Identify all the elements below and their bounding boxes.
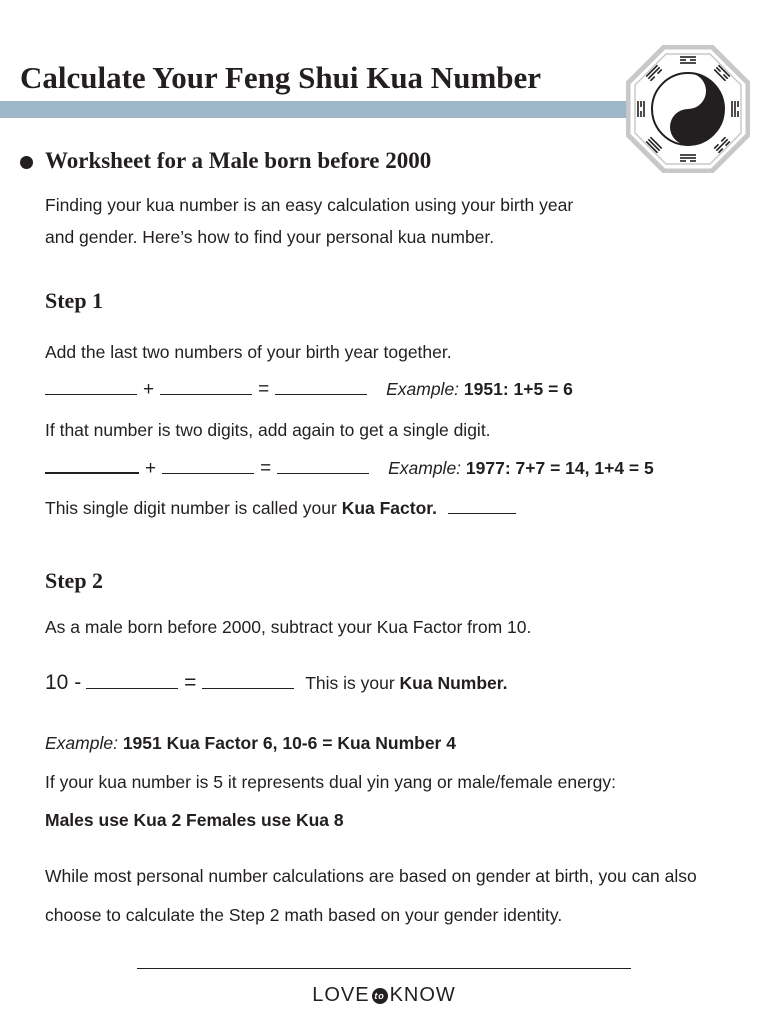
kua-number-label: Kua Number. [399,673,508,693]
kua-factor-row [45,495,516,520]
title-accent-bar [0,101,640,118]
blank-sum[interactable] [275,376,367,395]
worksheet-subtitle: Worksheet for a Male born before 2000 [45,148,432,173]
footer-divider [137,968,631,969]
result-text: This is your [305,673,395,693]
step-1-equation-row-1 [45,376,573,402]
closing-line-1: While most personal number calculations are based on gender at birth, you can also [45,866,697,886]
example-label: Example: [388,458,462,478]
logo-mark-icon: to [372,988,388,1004]
plus-sign: + [143,379,155,400]
kua-factor-text: This single digit number is called your [45,498,337,518]
kua-factor-label: Kua Factor. [341,498,437,518]
blank-kua-factor-subtract[interactable] [86,670,178,689]
closing-line-2: choose to calculate the Step 2 math based on your gender identity. [45,905,563,925]
lovetoknow-logo [0,984,768,1007]
ten-minus: 10 - [45,671,82,694]
logo-text-love: LOVE [312,984,370,1006]
equals-sign: = [184,671,197,694]
blank-digit-1[interactable] [45,376,137,395]
blank-kua-factor[interactable] [448,495,516,514]
kua-five-rule: Males use Kua 2 Females use Kua 8 [45,810,344,830]
example-label: Example: [45,733,118,753]
step-1-instruction-2: If that number is two digits, add again to get a single digit. [45,420,491,440]
intro-line-2: and gender. Here’s how to find your personal kua number. [45,227,495,247]
blank-kua-number[interactable] [202,670,294,689]
step-1-instruction: Add the last two numbers of your birth year together. [45,342,452,362]
equals-sign: = [260,458,272,479]
logo-text-know: KNOW [389,984,456,1006]
blank-digit-3[interactable] [45,454,139,474]
step-2-heading: Step 2 [45,568,104,593]
step-1-heading: Step 1 [45,288,104,313]
plus-sign: + [145,458,157,479]
blank-digit-4[interactable] [162,455,254,474]
step-2-example-row [45,731,456,755]
step-2-equation-row [45,670,508,695]
step-2-instruction: As a male born before 2000, subtract your Kua Factor from 10. [45,617,532,637]
step-2-example: 1951 Kua Factor 6, 10-6 = Kua Number 4 [122,733,456,753]
bagua-yin-yang-icon [626,45,750,173]
example-2: 1977: 7+7 = 14, 1+4 = 5 [465,458,654,478]
page-title: Calculate Your Feng Shui Kua Number [20,60,542,95]
step-1-equation-row-2 [45,454,654,481]
bullet-icon [20,156,33,169]
blank-digit-2[interactable] [160,376,252,395]
example-label: Example: [386,379,460,399]
blank-single-digit[interactable] [277,455,369,474]
example-1: 1951: 1+5 = 6 [463,379,573,399]
intro-line-1: Finding your kua number is an easy calculation using your birth year [45,195,574,215]
equals-sign: = [258,379,270,400]
kua-five-note: If your kua number is 5 it represents dual yin yang or male/female energy: [45,772,616,792]
